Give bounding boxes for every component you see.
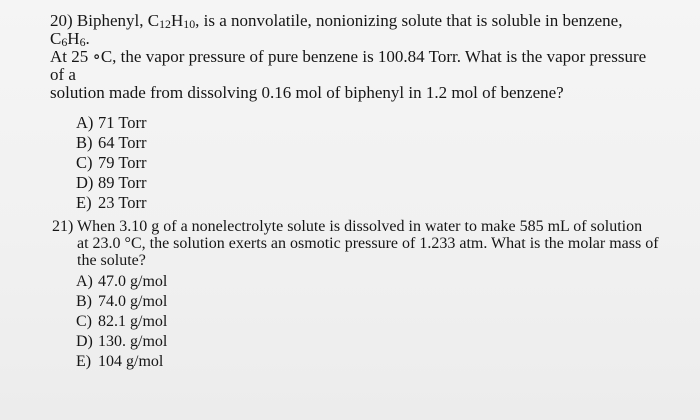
q20-option-e[interactable]: [76, 193, 660, 213]
q20-option-c-letter: C): [76, 153, 93, 172]
q21-option-b-letter: B): [76, 293, 92, 310]
question-21-stem: [52, 218, 667, 269]
q20-subscript-6a: 6: [61, 35, 68, 49]
q20-option-c[interactable]: [76, 153, 660, 173]
q20-option-d-letter: D): [76, 173, 94, 192]
q20-option-b-text: 64 Torr: [98, 133, 147, 152]
q21-option-e-letter: E): [76, 353, 92, 370]
q21-stem-line-3: the solute?: [77, 252, 146, 269]
q20-stem-line-3: solution made from dissolving 0.16 mol of biphenyl in 1.2 mol of benzene?: [50, 83, 564, 102]
question-20: [50, 12, 660, 213]
q20-option-e-letter: E): [76, 193, 92, 212]
q21-option-a[interactable]: [76, 272, 667, 292]
q20-option-a[interactable]: [76, 113, 660, 133]
question-21-options: [76, 272, 667, 372]
q20-option-b[interactable]: [76, 133, 660, 153]
q20-option-a-letter: A): [76, 113, 94, 132]
q21-option-d-text: 130. g/mol: [98, 333, 168, 350]
q21-option-a-text: 47.0 g/mol: [98, 273, 168, 290]
question-20-stem: [50, 12, 660, 102]
q20-stem-text-c: , is a nonvolatile, nonionizing solute that is soluble in benzene, C: [50, 11, 623, 48]
q21-option-e[interactable]: [76, 352, 667, 372]
q20-option-c-text: 79 Torr: [98, 153, 147, 172]
q21-stem-line-1: 21) When 3.10 g of a nonelectrolyte solute is dissolved in water to make 585 mL of solution: [52, 218, 643, 235]
q20-option-b-letter: B): [76, 133, 93, 152]
q21-option-d-letter: D): [76, 333, 93, 350]
q20-subscript-10: 10: [183, 17, 196, 31]
q21-option-b-text: 74.0 g/mol: [98, 293, 168, 310]
q21-option-b[interactable]: [76, 292, 667, 312]
q20-option-d-text: 89 Torr: [98, 173, 147, 192]
q20-stem-text-b: H: [170, 11, 184, 30]
q20-stem-line-2: At 25 ∘C, the vapor pressure of pure benzene is 100.84 Torr. What is the vapor pressure of a: [50, 47, 647, 84]
q21-option-e-text: 104 g/mol: [98, 353, 164, 370]
q20-option-a-text: 71 Torr: [98, 113, 147, 132]
q21-option-c-text: 82.1 g/mol: [98, 313, 168, 330]
q21-stem-line-2: at 23.0 °C, the solution exerts an osmotic pressure of 1.233 atm. What is the molar mass of: [77, 235, 659, 252]
q20-option-d[interactable]: [76, 173, 660, 193]
q21-option-a-letter: A): [76, 273, 93, 290]
q21-option-c[interactable]: [76, 312, 667, 332]
question-20-options: [76, 113, 660, 213]
q21-option-c-letter: C): [76, 313, 92, 330]
q21-option-d[interactable]: [76, 332, 667, 352]
question-21: [52, 218, 667, 372]
q20-stem-text-e: .: [85, 29, 90, 48]
q20-stem-text-d: H: [67, 29, 80, 48]
q20-option-e-text: 23 Torr: [98, 193, 147, 212]
q20-subscript-6b: 6: [79, 35, 86, 49]
q20-subscript-12: 12: [159, 17, 171, 31]
q20-stem-text-a: 20) Biphenyl, C: [50, 11, 160, 30]
